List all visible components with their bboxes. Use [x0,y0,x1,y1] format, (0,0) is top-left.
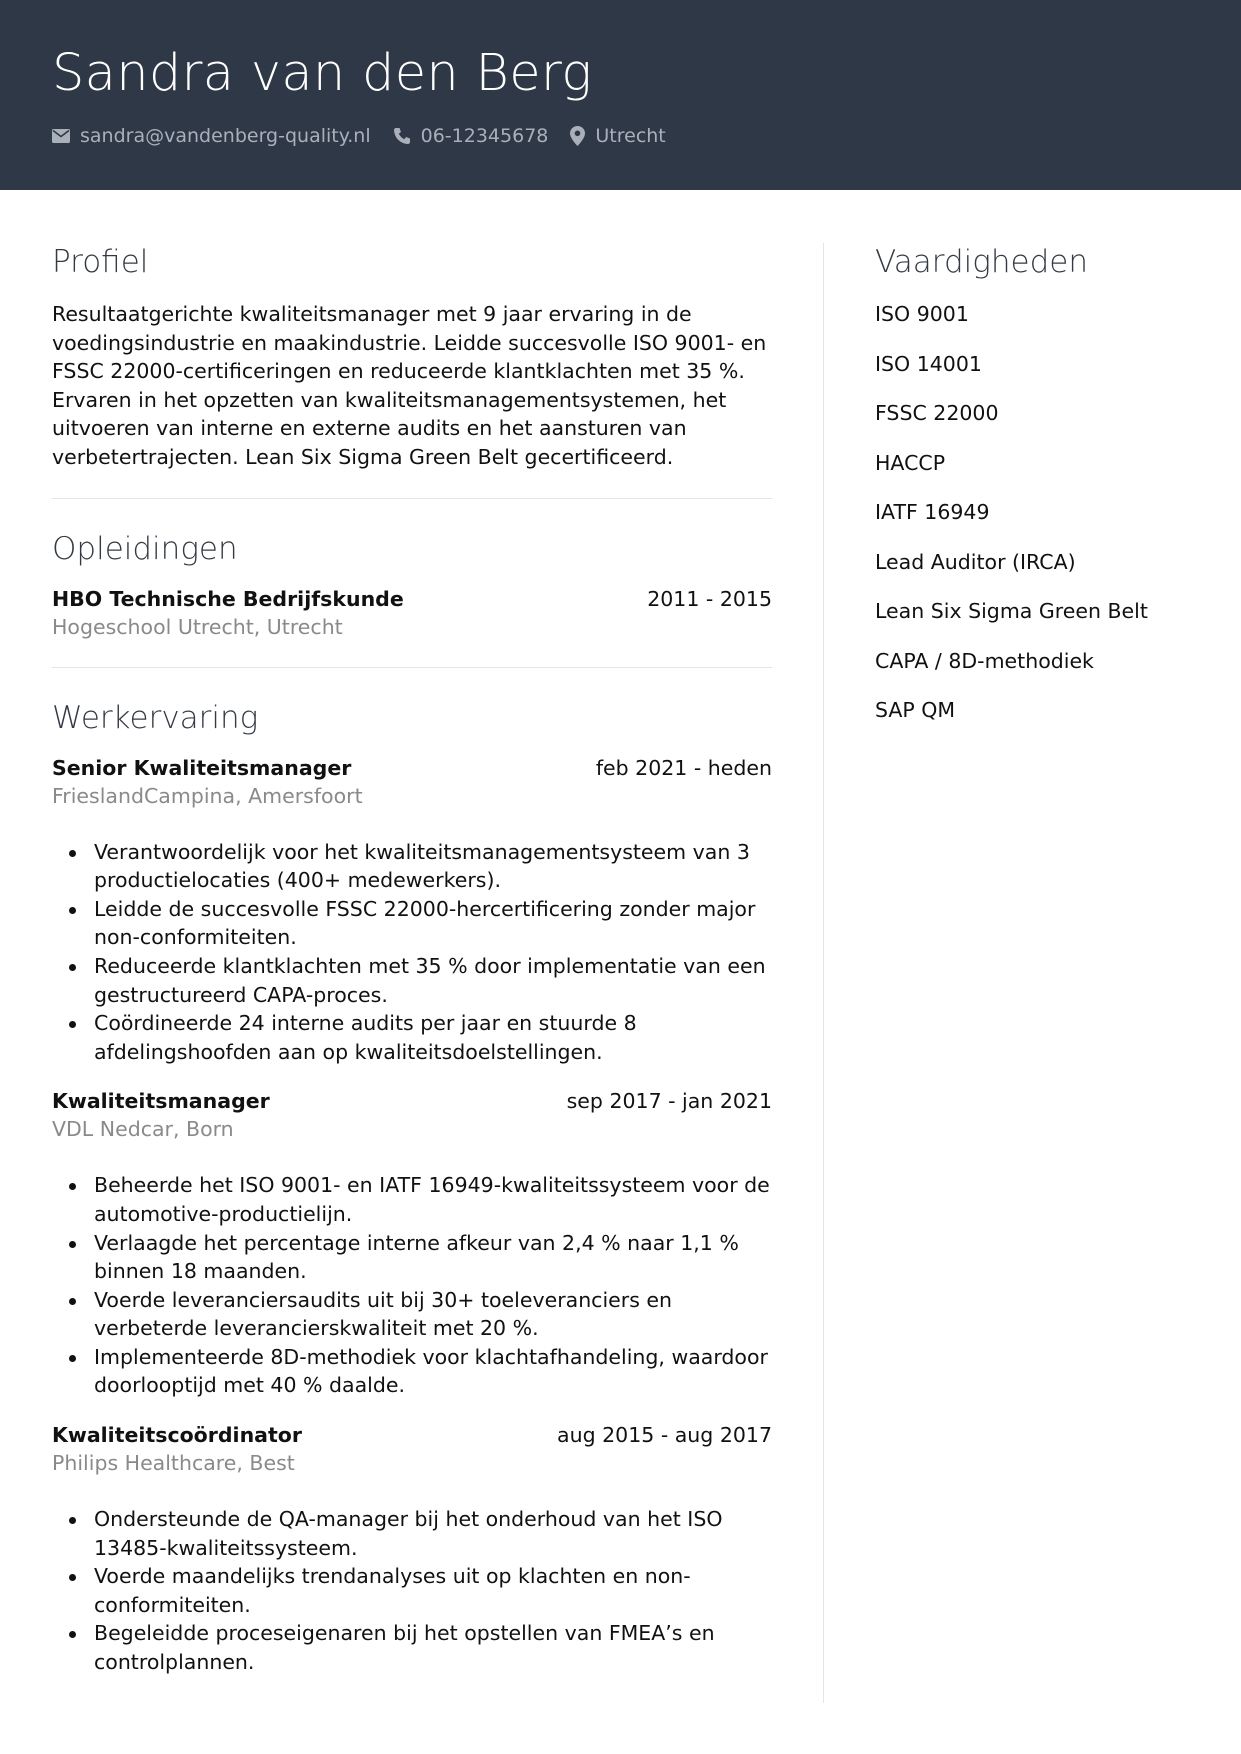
section-divider [52,498,772,499]
skill-item: IATF 16949 [875,500,990,524]
education-header [52,585,772,613]
job-header [52,1421,772,1449]
job-company: FrieslandCampina, Amersfoort [52,783,363,808]
main-column [52,238,772,1677]
contact-phone[interactable] [393,125,549,147]
phone-text: 06-12345678 [420,125,549,147]
column-divider [823,243,824,1703]
section-divider [52,667,772,668]
sidebar-column [875,238,1205,746]
job-bullet: Voerde leveranciersaudits uit bij 30+ toeleveranciers en verbeterde leverancierskwaliteit met 20 %. [52,1286,772,1343]
education-entry [52,585,772,641]
skill-item: HACCP [875,450,946,475]
job-bullets [52,1505,772,1677]
job-header [52,1087,772,1115]
skill-item: ISO 9001 [875,302,969,326]
candidate-name: Sandra van den Berg [52,44,593,103]
education-dates: 2011 - 2015 [647,586,772,611]
email-text: sandra@vandenberg-quality.nl [80,125,371,147]
job-role: Kwaliteitscoördinator [52,1423,302,1448]
job-dates: aug 2015 - aug 2017 [557,1423,772,1448]
contact-location [570,125,665,147]
skill-item: FSSC 22000 [875,401,999,425]
job-bullet: Verantwoordelijk voor het kwaliteitsmanagementsysteem van 3 productielocaties (400+ medewerkers). [52,838,772,895]
job-bullets [52,838,772,1067]
job-company: Philips Healthcare, Best [52,1451,295,1476]
envelope-icon [52,129,70,143]
job-bullet: Ondersteunde de QA-manager bij het onderhoud van het ISO 13485-kwaliteitssysteem. [52,1505,772,1562]
education-section [52,525,772,641]
skill-item: SAP QM [875,698,956,722]
job-dates: sep 2017 - jan 2021 [566,1089,772,1114]
location-text: Utrecht [595,125,666,147]
job-bullet: Beheerde het ISO 9001- en IATF 16949-kwaliteitssysteem voor de automotive-productielijn. [52,1171,772,1228]
job-header [52,754,772,782]
education-degree: HBO Technische Bedrijfskunde [52,586,404,611]
experience-section [52,694,772,1677]
skill-item: CAPA / 8D-methodiek [875,648,1094,673]
job-dates: feb 2021 - heden [595,755,772,780]
job-bullet: Leidde de succesvolle FSSC 22000-hercertificering zonder major non-conformiteiten. [52,895,772,952]
job-bullet: Verlaagde het percentage interne afkeur van 2,4 % naar 1,1 % binnen 18 maanden. [52,1229,772,1286]
job-company: VDL Nedcar, Born [52,1117,234,1142]
job-entry [52,1421,772,1677]
job-role: Senior Kwaliteitsmanager [52,755,352,780]
job-role: Kwaliteitsmanager [52,1089,270,1114]
phone-icon [393,127,411,145]
job-bullet: Coördineerde 24 interne audits per jaar en stuurde 8 afdelingshoofden aan op kwaliteitsdoelstellingen. [52,1009,772,1066]
skill-item: Lean Six Sigma Green Belt [875,599,1148,623]
profile-section [52,238,772,472]
contact-email[interactable] [52,125,371,147]
profile-text: Resultaatgerichte kwaliteitsmanager met 9 jaar ervaring in de voedingsindustrie en maakindustrie. Leidde succesvolle ISO 9001- en FSSC 22000-certificeringen en reduceerde klantklachten met 35 %. Ervaren in het opzetten van kwaliteitsmanagementsystemen, het uitvoeren van interne en externe audits en het aansturen van verbetertrajecten. Lean Six Sigma Green Belt gecertificeerd. [52,302,767,469]
contact-bar [52,122,688,150]
skill-item: Lead Auditor (IRCA) [875,549,1076,574]
job-bullet: Implementeerde 8D-methodiek voor klachtafhandeling, waardoor doorlooptijd met 40 % daalde. [52,1343,772,1400]
section-title-education: Opleidingen [52,530,238,567]
job-entry [52,1087,772,1400]
section-title-experience: Werkervaring [52,699,259,736]
job-bullet: Begeleidde proceseigenaren bij het opstellen van FMEA’s en controlplannen. [52,1619,772,1676]
section-title-skills: Vaardigheden [875,244,1089,280]
header-banner [0,0,1241,190]
job-bullets [52,1171,772,1400]
job-bullet: Voerde maandelijks trendanalyses uit op klachten en non-conformiteiten. [52,1562,772,1619]
skill-item: ISO 14001 [875,351,982,376]
skills-list [875,300,1205,746]
education-school: Hogeschool Utrecht, Utrecht [52,614,343,639]
job-entry [52,754,772,1067]
job-bullet: Reduceerde klantklachten met 35 % door implementatie van een gestructureerd CAPA-proces. [52,952,772,1009]
section-title-profile: Profiel [52,244,149,280]
map-pin-icon [570,126,585,146]
